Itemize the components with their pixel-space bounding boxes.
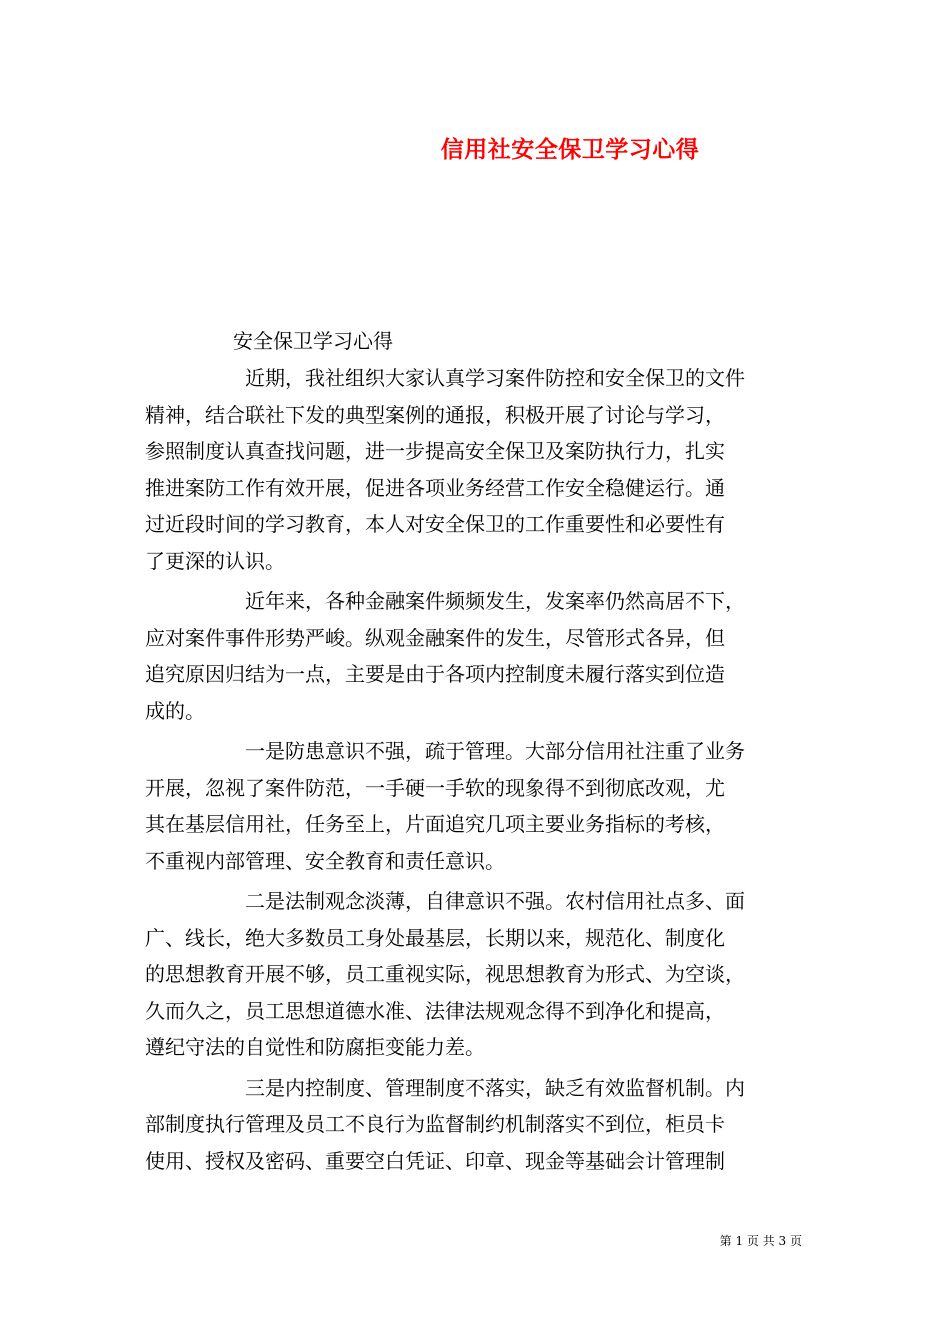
paragraph-line: 了更深的认识。 [145, 548, 285, 573]
page-number: 第 1 页 共 3 页 [719, 1234, 802, 1248]
paragraph-line: 二是法制观念淡薄，自律意识不强。农村信用社点多、面 [245, 889, 745, 913]
section-heading: 安全保卫学习心得 [233, 329, 393, 353]
paragraph-line: 遵纪守法的自觉性和防腐拒变能力差。 [145, 1035, 485, 1059]
paragraph-1 [145, 360, 810, 579]
paragraph-line: 的思想教育开展不够，员工重视实际，视思想教育为形式、为空谈， [145, 962, 745, 986]
paragraph-line: 推进案防工作有效开展，促进各项业务经营工作安全稳健运行。通 [145, 475, 725, 500]
paragraph-line: 开展，忽视了案件防范，一手硬一手软的现象得不到彻底改观，尤 [145, 775, 725, 800]
paragraph-3 [145, 733, 810, 879]
paragraph-line: 不重视内部管理、安全教育和责任意识。 [145, 848, 505, 873]
paragraph-line: 近年来，各种金融案件频频发生，发案率仍然高居不下， [245, 589, 745, 613]
document-body [145, 360, 810, 1179]
paragraph-line: 精神，结合联社下发的典型案例的通报，积极开展了讨论与学习， [145, 402, 725, 427]
paragraph-line: 成的。 [145, 698, 205, 723]
paragraph-line: 近期，我社组织大家认真学习案件防控和安全保卫的文件 [245, 366, 745, 390]
paragraph-line: 其在基层信用社，任务至上，片面追究几项主要业务指标的考核， [145, 812, 725, 836]
document-title: 信用社安全保卫学习心得 [440, 136, 700, 163]
paragraph-2 [145, 583, 810, 729]
paragraph-line: 应对案件事件形势严峻。纵观金融案件的发生，尽管形式各异，但 [145, 625, 725, 650]
paragraph-line: 追究原因归结为一点，主要是由于各项内控制度未履行落实到位造 [145, 662, 725, 686]
paragraph-line: 三是内控制度、管理制度不落实，缺乏有效监督机制。内 [245, 1075, 745, 1100]
paragraph-5 [145, 1070, 810, 1180]
paragraph-4 [145, 883, 810, 1066]
paragraph-line: 广、线长，绝大多数员工身处最基层，长期以来，规范化、制度化 [145, 925, 725, 950]
paragraph-line: 部制度执行管理及员工不良行为监督制约机制落实不到位，柜员卡 [145, 1112, 725, 1136]
paragraph-line: 久而久之，员工思想道德水准、法律法规观念得不到净化和提高， [145, 998, 725, 1023]
paragraph-line: 使用、授权及密码、重要空白凭证、印章、现金等基础会计管理制 [145, 1148, 725, 1173]
paragraph-line: 参照制度认真查找问题，进一步提高安全保卫及案防执行力，扎实 [145, 439, 725, 463]
paragraph-line: 一是防患意识不强，疏于管理。大部分信用社注重了业务 [245, 739, 745, 763]
paragraph-line: 过近段时间的学习教育，本人对安全保卫的工作重要性和必要性有 [145, 512, 725, 536]
